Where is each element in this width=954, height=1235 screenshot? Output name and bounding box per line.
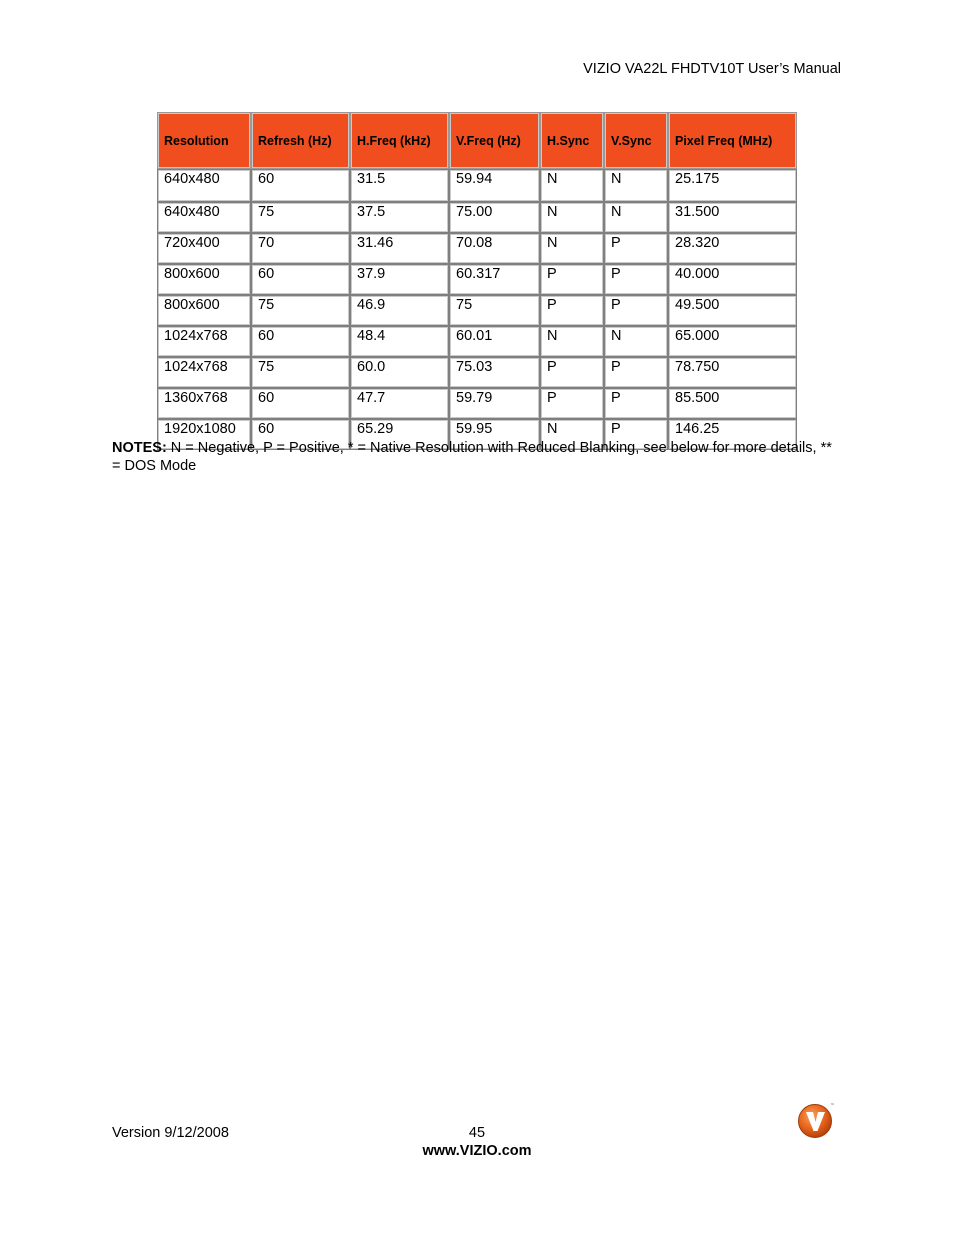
cell-resolution: 1024x768 — [157, 326, 251, 357]
table-row — [157, 388, 797, 419]
cell-resolution: 1024x768 — [157, 357, 251, 388]
cell-vsync: P — [604, 295, 668, 326]
cell-resolution: 640x480 — [157, 202, 251, 233]
cell-vsync: P — [604, 264, 668, 295]
cell-refresh: 60 — [251, 388, 350, 419]
cell-vsync: N — [604, 326, 668, 357]
footer-page-number: 45 — [468, 1125, 486, 1141]
cell-hfreq: 31.5 — [350, 169, 449, 202]
cell-vfreq: 59.95 — [449, 419, 540, 450]
col-header-hfreq: H.Freq (kHz) — [350, 112, 449, 169]
cell-pixel-freq: 65.000 — [668, 326, 797, 357]
cell-hfreq: 31.46 — [350, 233, 449, 264]
cell-hsync: N — [540, 169, 604, 202]
table-row — [157, 295, 797, 326]
table-row — [157, 264, 797, 295]
svg-text:™: ™ — [830, 1103, 835, 1109]
cell-vfreq: 60.01 — [449, 326, 540, 357]
table-row — [157, 169, 797, 202]
cell-hsync: N — [540, 326, 604, 357]
col-header-resolution: Resolution — [157, 112, 251, 169]
cell-resolution: 1360x768 — [157, 388, 251, 419]
cell-refresh: 70 — [251, 233, 350, 264]
cell-refresh: 60 — [251, 419, 350, 450]
notes-text: N = Negative, P = Positive, * = Native Resolution with Reduced Blanking, see below for more details, ** = DOS Mode — [112, 440, 832, 474]
cell-refresh: 75 — [251, 295, 350, 326]
cell-resolution: 800x600 — [157, 264, 251, 295]
notes-label: NOTES: — [112, 440, 167, 456]
col-header-hsync: H.Sync — [540, 112, 604, 169]
cell-refresh: 60 — [251, 169, 350, 202]
cell-hsync: N — [540, 202, 604, 233]
cell-hfreq: 65.29 — [350, 419, 449, 450]
cell-vsync: P — [604, 357, 668, 388]
col-header-pixel-freq: Pixel Freq (MHz) — [668, 112, 797, 169]
cell-hfreq: 60.0 — [350, 357, 449, 388]
timing-table — [157, 112, 797, 450]
cell-refresh: 75 — [251, 357, 350, 388]
cell-refresh: 60 — [251, 326, 350, 357]
cell-resolution: 640x480 — [157, 169, 251, 202]
notes-paragraph — [112, 439, 832, 475]
cell-vsync: P — [604, 419, 668, 450]
cell-hfreq: 37.9 — [350, 264, 449, 295]
cell-vfreq: 75.00 — [449, 202, 540, 233]
cell-hsync: P — [540, 295, 604, 326]
cell-pixel-freq: 146.25 — [668, 419, 797, 450]
cell-resolution: 1920x1080 — [157, 419, 251, 450]
table-row — [157, 326, 797, 357]
cell-vsync: N — [604, 202, 668, 233]
page-header-title: VIZIO VA22L FHDTV10T User’s Manual — [583, 61, 841, 77]
cell-vfreq: 59.79 — [449, 388, 540, 419]
table-header-row — [157, 112, 797, 169]
cell-hfreq: 48.4 — [350, 326, 449, 357]
cell-pixel-freq: 28.320 — [668, 233, 797, 264]
cell-vfreq: 75.03 — [449, 357, 540, 388]
cell-resolution: 720x400 — [157, 233, 251, 264]
cell-vsync: P — [604, 388, 668, 419]
cell-resolution: 800x600 — [157, 295, 251, 326]
cell-hsync: N — [540, 233, 604, 264]
cell-hfreq: 47.7 — [350, 388, 449, 419]
table-row — [157, 357, 797, 388]
cell-vsync: N — [604, 169, 668, 202]
cell-vfreq: 60.317 — [449, 264, 540, 295]
cell-vfreq: 70.08 — [449, 233, 540, 264]
cell-pixel-freq: 49.500 — [668, 295, 797, 326]
cell-vfreq: 59.94 — [449, 169, 540, 202]
table-row — [157, 233, 797, 264]
col-header-refresh: Refresh (Hz) — [251, 112, 350, 169]
table-row — [157, 202, 797, 233]
cell-pixel-freq: 78.750 — [668, 357, 797, 388]
cell-hsync: P — [540, 264, 604, 295]
cell-vsync: P — [604, 233, 668, 264]
cell-vfreq: 75 — [449, 295, 540, 326]
cell-pixel-freq: 40.000 — [668, 264, 797, 295]
cell-pixel-freq: 31.500 — [668, 202, 797, 233]
cell-refresh: 75 — [251, 202, 350, 233]
cell-pixel-freq: 25.175 — [668, 169, 797, 202]
cell-refresh: 60 — [251, 264, 350, 295]
cell-hfreq: 37.5 — [350, 202, 449, 233]
col-header-vsync: V.Sync — [604, 112, 668, 169]
vizio-v-logo-icon — [797, 1101, 835, 1139]
cell-pixel-freq: 85.500 — [668, 388, 797, 419]
footer-url: www.VIZIO.com — [422, 1143, 532, 1159]
cell-hsync: N — [540, 419, 604, 450]
cell-hsync: P — [540, 357, 604, 388]
col-header-vfreq: V.Freq (Hz) — [449, 112, 540, 169]
cell-hsync: P — [540, 388, 604, 419]
cell-hfreq: 46.9 — [350, 295, 449, 326]
footer-version: Version 9/12/2008 — [112, 1125, 229, 1141]
